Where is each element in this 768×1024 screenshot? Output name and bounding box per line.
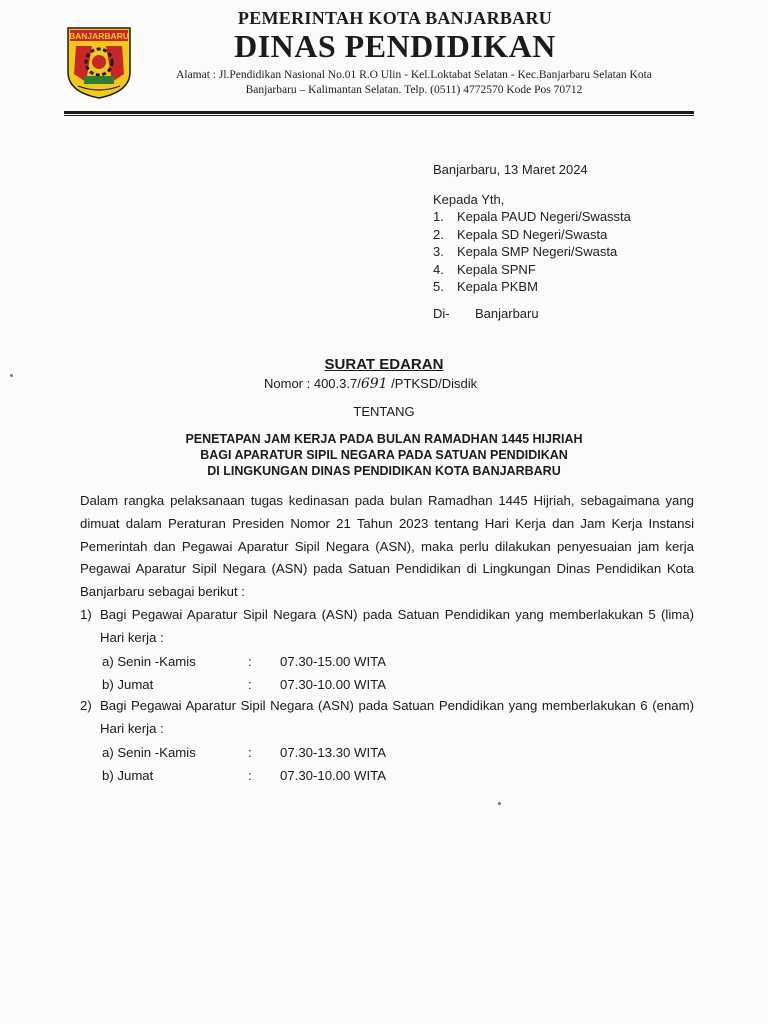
item-text: Bagi Pegawai Aparatur Sipil Negara (ASN) pada Satuan Pendidikan yang memberlakukan 6 (enam) Hari kerja : [100, 698, 694, 736]
subject [0, 431, 768, 479]
schedule-time: 07.30-15.00 WITA [280, 654, 387, 669]
about-label: TENTANG [353, 404, 415, 419]
scan-speck [498, 802, 501, 805]
item-text: Bagi Pegawai Aparatur Sipil Negara (ASN) pada Satuan Pendidikan yang memberlakukan 5 (lima) Hari kerja : [100, 607, 694, 645]
emblem-text: BANJARBARU [69, 31, 129, 41]
recipient-name: Kepala PAUD Negeri/Swassta [457, 209, 631, 224]
destination-label: Di- [433, 306, 450, 321]
item-number: 1) [80, 607, 92, 622]
government-name: PEMERINTAH KOTA BANJARBARU [237, 8, 553, 28]
schedule-time: 07.30-10.00 WITA [280, 768, 387, 783]
recipient-item [433, 279, 538, 294]
recipient-item [433, 227, 607, 242]
agency-name: DINAS PENDIDIKAN [234, 28, 556, 64]
item-number: 2) [80, 698, 92, 713]
recipient-number: 2. [433, 227, 444, 242]
schedule-day: a) Senin -Kamis [102, 745, 196, 760]
number-prefix: Nomor : 400.3.7/ [264, 376, 361, 391]
recipient-number: 3. [433, 244, 444, 259]
recipient-number: 1. [433, 209, 444, 224]
schedule-time: 07.30-13.30 WITA [280, 745, 387, 760]
recipient-name: Kepala SD Negeri/Swasta [457, 227, 608, 242]
schedule-day: b) Jumat [102, 677, 154, 692]
recipient-item [433, 209, 631, 224]
recipient-name: Kepala SPNF [457, 262, 536, 277]
address-line-1: Alamat : Jl.Pendidikan Nasional No.01 R.O Ulin - Kel.Loktabat Selatan - Kec.Banjarbaru Selatan Kota [176, 69, 652, 81]
address-line-2: Banjarbaru – Kalimantan Selatan. Telp. (0511) 4772570 Kode Pos 70712 [245, 84, 583, 96]
schedule-colon: : [248, 745, 252, 760]
scan-speck [10, 374, 13, 377]
letterhead-rule-thick [64, 111, 694, 114]
recipient-item [433, 262, 536, 277]
letter-title-text: SURAT EDARAN [324, 356, 444, 373]
subject-line: BAGI APARATUR SIPIL NEGARA PADA SATUAN PENDIDIKAN [200, 448, 568, 462]
number-handwritten: 691 [360, 376, 388, 392]
recipient-name: Kepala SMP Negeri/Swasta [457, 244, 618, 259]
emblem-shield-icon [64, 26, 134, 100]
recipient-number: 4. [433, 262, 444, 277]
list-item [80, 695, 694, 741]
schedule-colon: : [248, 768, 252, 783]
recipient-number: 5. [433, 279, 444, 294]
schedule-time: 07.30-10.00 WITA [280, 677, 387, 692]
place-date: Banjarbaru, 13 Maret 2024 [433, 162, 588, 177]
number-suffix: /PTKSD/Disdik [387, 376, 478, 391]
schedule-day: a) Senin -Kamis [102, 654, 196, 669]
recipient-name: Kepala PKBM [457, 279, 538, 294]
list-item [80, 604, 694, 650]
schedule-colon: : [248, 677, 252, 692]
subject-line: DI LINGKUNGAN DINAS PENDIDIKAN KOTA BANJARBARU [207, 464, 561, 478]
intro-paragraph: Dalam rangka pelaksanaan tugas kedinasan pada bulan Ramadhan 1445 Hijriah, sebagaimana yang dimuat dalam Peraturan Presiden Nomor 21 Tahun 2023 tentang Hari Kerja dan Jam Kerja Instansi Pemerintah dan Pegawai Aparatur Sipil Negara (ASN), maka perlu dilakukan penyesuaian jam kerja Pegawai Aparatur Sipil Negara (ASN) pada Satuan Pendidikan di Lingkungan Dinas Pendidikan Kota Banjarbaru sebagai berikut : [80, 493, 694, 600]
city-emblem-logo [64, 26, 134, 100]
salutation: Kepada Yth, [433, 192, 505, 207]
destination [433, 306, 539, 321]
recipient-item [433, 244, 617, 259]
letterhead-rule-thin [64, 115, 694, 116]
letter-number [264, 376, 477, 392]
subject-line: PENETAPAN JAM KERJA PADA BULAN RAMADHAN 1445 HIJRIAH [185, 432, 583, 446]
destination-place: Banjarbaru [475, 306, 539, 321]
agency-address [134, 68, 694, 98]
letter-title [0, 356, 768, 373]
schedule-colon: : [248, 654, 252, 669]
schedule-day: b) Jumat [102, 768, 154, 783]
